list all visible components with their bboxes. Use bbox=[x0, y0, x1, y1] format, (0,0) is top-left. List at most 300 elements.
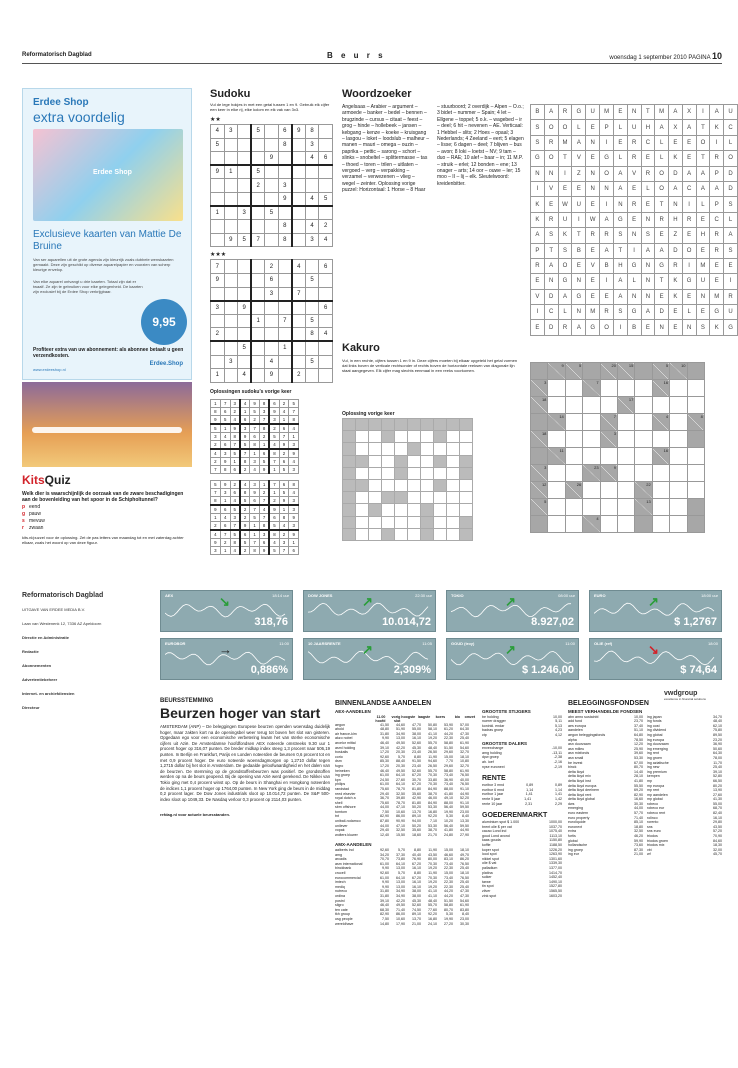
letter-cell[interactable]: G bbox=[558, 274, 572, 289]
letter-cell[interactable]: R bbox=[655, 212, 669, 227]
letter-cell[interactable]: A bbox=[531, 228, 545, 243]
kakuro-input-cell[interactable] bbox=[548, 499, 565, 516]
letter-cell[interactable]: I bbox=[682, 258, 696, 273]
kakuro-input-cell[interactable] bbox=[617, 465, 634, 482]
sudoku-cell[interactable]: 2 bbox=[269, 496, 279, 505]
sudoku-cell[interactable]: 5 bbox=[305, 273, 319, 287]
sudoku-cell[interactable] bbox=[251, 192, 265, 206]
letter-cell[interactable]: A bbox=[558, 289, 572, 304]
letter-cell[interactable]: E bbox=[682, 289, 696, 304]
sudoku-cell[interactable]: 8 bbox=[259, 399, 269, 407]
letter-cell[interactable]: N bbox=[682, 320, 696, 335]
letter-cell[interactable]: A bbox=[641, 243, 655, 258]
letter-cell[interactable]: X bbox=[682, 105, 696, 120]
sudoku-cell[interactable]: 9 bbox=[259, 546, 269, 554]
sudoku-cell[interactable] bbox=[251, 355, 265, 369]
sudoku-cell[interactable]: 4 bbox=[305, 192, 319, 206]
sudoku-cell[interactable] bbox=[292, 233, 306, 247]
sudoku-cell[interactable]: 4 bbox=[269, 440, 279, 449]
letter-cell[interactable]: C bbox=[682, 181, 696, 196]
letter-cell[interactable]: S bbox=[558, 243, 572, 258]
sudoku-cell[interactable] bbox=[265, 314, 279, 328]
sudoku-cell[interactable]: 9 bbox=[220, 480, 230, 488]
sudoku-cell[interactable] bbox=[224, 301, 238, 315]
sudoku-cell[interactable]: 3 bbox=[211, 432, 221, 440]
letter-cell[interactable]: X bbox=[669, 120, 683, 135]
kakuro-input-cell[interactable] bbox=[670, 448, 687, 465]
sudoku-cell[interactable]: 6 bbox=[269, 399, 279, 407]
sudoku-cell[interactable]: 5 bbox=[305, 314, 319, 328]
letter-cell[interactable]: C bbox=[641, 135, 655, 150]
letter-cell[interactable]: S bbox=[531, 120, 545, 135]
letter-cell[interactable]: R bbox=[682, 212, 696, 227]
sudoku-cell[interactable]: 1 bbox=[220, 424, 230, 433]
kitsquiz-option[interactable]: p eend bbox=[22, 504, 41, 510]
sudoku-cell[interactable]: 8 bbox=[259, 424, 269, 433]
letter-cell[interactable]: T bbox=[696, 151, 710, 166]
letter-cell[interactable]: G bbox=[586, 320, 600, 335]
sudoku-cell[interactable]: 8 bbox=[240, 457, 250, 465]
letter-cell[interactable]: E bbox=[655, 228, 669, 243]
letter-cell[interactable]: R bbox=[627, 197, 641, 212]
letter-cell[interactable]: E bbox=[572, 258, 586, 273]
sudoku-cell[interactable] bbox=[265, 328, 279, 342]
sudoku-cell[interactable]: 4 bbox=[319, 233, 333, 247]
sudoku-cell[interactable]: 6 bbox=[240, 415, 250, 424]
kitsquiz-option[interactable]: g pauw bbox=[22, 511, 41, 517]
sudoku-cell[interactable] bbox=[251, 138, 265, 152]
sudoku-cell[interactable] bbox=[251, 152, 265, 166]
letter-cell[interactable]: E bbox=[586, 274, 600, 289]
sudoku-cell[interactable]: 4 bbox=[250, 465, 260, 473]
kakuro-input-cell[interactable] bbox=[635, 380, 652, 397]
sudoku-cell[interactable]: 6 bbox=[220, 407, 230, 415]
sudoku-cell[interactable] bbox=[319, 179, 333, 193]
sudoku-cell[interactable]: 7 bbox=[250, 505, 260, 514]
sudoku-cell[interactable] bbox=[278, 206, 292, 220]
sudoku-cell[interactable]: 8 bbox=[230, 432, 240, 440]
sudoku-cell[interactable] bbox=[278, 301, 292, 315]
letter-cell[interactable]: A bbox=[600, 243, 614, 258]
sudoku-cell[interactable] bbox=[305, 369, 319, 383]
sudoku-cell[interactable]: 5 bbox=[240, 440, 250, 449]
sudoku-cell[interactable]: 4 bbox=[230, 415, 240, 424]
sudoku-cell[interactable]: 1 bbox=[211, 206, 225, 220]
kakuro-input-cell[interactable] bbox=[652, 499, 669, 516]
letter-cell[interactable]: S bbox=[724, 243, 738, 258]
letter-cell[interactable]: U bbox=[724, 105, 738, 120]
sudoku-cell[interactable] bbox=[319, 369, 333, 383]
letter-cell[interactable]: A bbox=[669, 105, 683, 120]
sudoku-cell[interactable]: 1 bbox=[220, 546, 230, 554]
letter-cell[interactable]: G bbox=[710, 305, 724, 320]
sudoku-cell[interactable]: 6 bbox=[250, 432, 260, 440]
letter-cell[interactable]: E bbox=[586, 197, 600, 212]
kakuro-input-cell[interactable] bbox=[565, 516, 582, 533]
sudoku-cell[interactable]: 5 bbox=[250, 513, 260, 521]
sudoku-cell[interactable]: 8 bbox=[211, 496, 221, 505]
letter-cell[interactable]: K bbox=[531, 197, 545, 212]
letter-cell[interactable]: I bbox=[710, 135, 724, 150]
sudoku-cell[interactable]: 8 bbox=[305, 328, 319, 342]
sudoku-cell[interactable]: 9 bbox=[240, 521, 250, 530]
letter-cell[interactable]: S bbox=[613, 228, 627, 243]
sudoku-cell[interactable]: 9 bbox=[224, 233, 238, 247]
sudoku-cell[interactable] bbox=[224, 220, 238, 234]
sudoku-cell[interactable]: 7 bbox=[230, 440, 240, 449]
kakuro-input-cell[interactable] bbox=[670, 414, 687, 431]
letter-cell[interactable]: E bbox=[544, 197, 558, 212]
letter-cell[interactable]: A bbox=[544, 105, 558, 120]
letter-cell[interactable]: A bbox=[696, 166, 710, 181]
sudoku-cell[interactable]: 5 bbox=[269, 546, 279, 554]
sudoku-cell[interactable]: 8 bbox=[259, 521, 269, 530]
market-tile[interactable] bbox=[160, 590, 293, 632]
letter-cell[interactable]: N bbox=[641, 212, 655, 227]
letter-cell[interactable]: G bbox=[655, 258, 669, 273]
letter-cell[interactable]: G bbox=[724, 320, 738, 335]
kakuro-input-cell[interactable] bbox=[583, 414, 600, 431]
sudoku-cell[interactable]: 3 bbox=[230, 513, 240, 521]
sudoku-cell[interactable]: 1 bbox=[250, 449, 260, 458]
sudoku-cell[interactable] bbox=[238, 165, 252, 179]
letter-cell[interactable]: L bbox=[682, 305, 696, 320]
letter-cell[interactable]: N bbox=[586, 181, 600, 196]
letter-cell[interactable]: R bbox=[669, 258, 683, 273]
sudoku-cell[interactable] bbox=[265, 220, 279, 234]
letter-cell[interactable]: E bbox=[586, 120, 600, 135]
letter-cell[interactable]: E bbox=[641, 197, 655, 212]
sudoku-cell[interactable]: 6 bbox=[220, 521, 230, 530]
letter-cell[interactable]: E bbox=[682, 151, 696, 166]
sudoku-cell[interactable] bbox=[211, 287, 225, 301]
sudoku-cell[interactable] bbox=[224, 273, 238, 287]
letter-cell[interactable]: N bbox=[641, 258, 655, 273]
sudoku-cell[interactable]: 7 bbox=[211, 465, 221, 473]
sudoku-cell[interactable]: 5 bbox=[251, 165, 265, 179]
letter-cell[interactable]: O bbox=[696, 135, 710, 150]
sudoku-cell[interactable]: 6 bbox=[319, 301, 333, 315]
letter-cell[interactable]: E bbox=[682, 135, 696, 150]
sudoku-cell[interactable]: 9 bbox=[289, 449, 299, 458]
market-tile[interactable] bbox=[589, 590, 722, 632]
sudoku-cell[interactable]: 5 bbox=[230, 530, 240, 539]
letter-cell[interactable]: E bbox=[696, 243, 710, 258]
sudoku-cell[interactable] bbox=[224, 138, 238, 152]
sudoku-cell[interactable]: 6 bbox=[289, 546, 299, 554]
letter-cell[interactable]: B bbox=[600, 258, 614, 273]
sudoku-cell[interactable] bbox=[319, 138, 333, 152]
sudoku-cell[interactable] bbox=[265, 192, 279, 206]
sudoku-cell[interactable]: 9 bbox=[292, 125, 306, 139]
kakuro-input-cell[interactable] bbox=[670, 431, 687, 448]
sudoku-cell[interactable]: 5 bbox=[289, 399, 299, 407]
letter-cell[interactable]: I bbox=[572, 212, 586, 227]
sudoku-grid-1[interactable] bbox=[210, 124, 333, 247]
letter-cell[interactable]: O bbox=[655, 166, 669, 181]
letter-cell[interactable]: M bbox=[586, 305, 600, 320]
sudoku-grid-2[interactable] bbox=[210, 259, 333, 382]
sudoku-cell[interactable]: 5 bbox=[259, 457, 269, 465]
sudoku-cell[interactable] bbox=[251, 206, 265, 220]
letter-cell[interactable]: D bbox=[669, 166, 683, 181]
sudoku-cell[interactable]: 3 bbox=[269, 415, 279, 424]
sudoku-cell[interactable]: 8 bbox=[240, 488, 250, 496]
sudoku-cell[interactable]: 6 bbox=[259, 538, 269, 546]
kakuro-input-cell[interactable] bbox=[652, 465, 669, 482]
sudoku-cell[interactable]: 6 bbox=[279, 480, 289, 488]
letter-cell[interactable]: A bbox=[613, 274, 627, 289]
letter-cell[interactable]: E bbox=[710, 274, 724, 289]
sudoku-cell[interactable]: 3 bbox=[259, 407, 269, 415]
sudoku-cell[interactable]: 5 bbox=[211, 424, 221, 433]
sudoku-cell[interactable] bbox=[265, 233, 279, 247]
sudoku-cell[interactable] bbox=[251, 369, 265, 383]
sudoku-cell[interactable]: 2 bbox=[240, 513, 250, 521]
sudoku-cell[interactable]: 8 bbox=[279, 513, 289, 521]
letter-cell[interactable]: H bbox=[641, 120, 655, 135]
ad-link[interactable]: www.erdeeshop.nl bbox=[33, 367, 66, 372]
kakuro-input-cell[interactable] bbox=[652, 431, 669, 448]
sudoku-cell[interactable] bbox=[319, 206, 333, 220]
sudoku-cell[interactable]: 7 bbox=[240, 449, 250, 458]
kakuro-input-cell[interactable] bbox=[565, 465, 582, 482]
kakuro-input-cell[interactable] bbox=[617, 431, 634, 448]
sudoku-cell[interactable] bbox=[292, 192, 306, 206]
sudoku-cell[interactable]: 1 bbox=[269, 465, 279, 473]
sudoku-cell[interactable]: 5 bbox=[211, 138, 225, 152]
sudoku-cell[interactable]: 3 bbox=[289, 505, 299, 514]
sudoku-cell[interactable]: 3 bbox=[250, 457, 260, 465]
letter-cell[interactable]: U bbox=[586, 105, 600, 120]
sudoku-cell[interactable]: 6 bbox=[230, 465, 240, 473]
kakuro-input-cell[interactable] bbox=[548, 431, 565, 448]
letter-cell[interactable]: E bbox=[669, 320, 683, 335]
letter-cell[interactable]: C bbox=[724, 120, 738, 135]
letter-cell[interactable]: K bbox=[669, 274, 683, 289]
kakuro-input-cell[interactable] bbox=[565, 380, 582, 397]
sudoku-cell[interactable] bbox=[278, 152, 292, 166]
letter-cell[interactable]: N bbox=[586, 166, 600, 181]
sudoku-cell[interactable]: 7 bbox=[279, 432, 289, 440]
letter-cell[interactable]: R bbox=[600, 228, 614, 243]
letter-cell[interactable]: M bbox=[655, 105, 669, 120]
sudoku-cell[interactable]: 9 bbox=[289, 530, 299, 539]
sudoku-cell[interactable] bbox=[238, 220, 252, 234]
letter-cell[interactable]: A bbox=[572, 320, 586, 335]
kakuro-input-cell[interactable] bbox=[565, 414, 582, 431]
sudoku-cell[interactable]: 5 bbox=[269, 521, 279, 530]
sudoku-cell[interactable]: 2 bbox=[211, 521, 221, 530]
sudoku-cell[interactable] bbox=[224, 206, 238, 220]
sudoku-cell[interactable]: 5 bbox=[240, 538, 250, 546]
kakuro-input-cell[interactable] bbox=[548, 516, 565, 533]
letter-cell[interactable]: G bbox=[627, 305, 641, 320]
letter-cell[interactable]: N bbox=[696, 289, 710, 304]
letter-cell[interactable]: L bbox=[655, 151, 669, 166]
sudoku-cell[interactable]: 9 bbox=[211, 415, 221, 424]
letter-cell[interactable]: U bbox=[558, 212, 572, 227]
sudoku-cell[interactable]: 1 bbox=[250, 521, 260, 530]
letter-cell[interactable]: E bbox=[696, 305, 710, 320]
sudoku-cell[interactable]: 2 bbox=[230, 407, 240, 415]
sudoku-cell[interactable]: 2 bbox=[265, 260, 279, 274]
sudoku-cell[interactable]: 2 bbox=[279, 399, 289, 407]
sudoku-cell[interactable]: 5 bbox=[211, 480, 221, 488]
sudoku-cell[interactable] bbox=[292, 341, 306, 355]
sudoku-cell[interactable] bbox=[224, 152, 238, 166]
sudoku-cell[interactable]: 4 bbox=[238, 369, 252, 383]
letter-cell[interactable]: G bbox=[531, 151, 545, 166]
kakuro-input-cell[interactable] bbox=[687, 380, 704, 397]
sudoku-cell[interactable]: 4 bbox=[269, 538, 279, 546]
market-tile[interactable] bbox=[589, 638, 722, 680]
sudoku-cell[interactable]: 9 bbox=[211, 505, 221, 514]
sudoku-cell[interactable]: 2 bbox=[220, 538, 230, 546]
sudoku-cell[interactable]: 9 bbox=[279, 496, 289, 505]
sudoku-cell[interactable] bbox=[224, 341, 238, 355]
article-footer[interactable]: refdag.nl voor actuele beursstanden. bbox=[160, 812, 231, 818]
kakuro-input-cell[interactable] bbox=[670, 380, 687, 397]
sudoku-cell[interactable]: 7 bbox=[269, 457, 279, 465]
sudoku-cell[interactable]: 6 bbox=[240, 530, 250, 539]
letter-cell[interactable]: L bbox=[724, 212, 738, 227]
letter-cell[interactable]: E bbox=[682, 228, 696, 243]
sudoku-cell[interactable]: 4 bbox=[279, 407, 289, 415]
sudoku-cell[interactable]: 1 bbox=[279, 415, 289, 424]
kakuro-grid[interactable] bbox=[530, 362, 705, 533]
sudoku-cell[interactable] bbox=[278, 328, 292, 342]
kakuro-input-cell[interactable] bbox=[687, 397, 704, 414]
letter-cell[interactable]: O bbox=[600, 166, 614, 181]
letter-cell[interactable]: I bbox=[531, 181, 545, 196]
letter-cell[interactable]: A bbox=[600, 212, 614, 227]
sudoku-cell[interactable]: 5 bbox=[238, 341, 252, 355]
sudoku-cell[interactable]: 7 bbox=[220, 530, 230, 539]
letter-cell[interactable]: R bbox=[531, 258, 545, 273]
kakuro-input-cell[interactable] bbox=[617, 499, 634, 516]
letter-cell[interactable]: P bbox=[600, 120, 614, 135]
kakuro-input-cell[interactable] bbox=[600, 499, 617, 516]
kakuro-input-cell[interactable] bbox=[565, 448, 582, 465]
sudoku-cell[interactable] bbox=[278, 273, 292, 287]
sudoku-cell[interactable] bbox=[292, 220, 306, 234]
sudoku-cell[interactable]: 5 bbox=[220, 415, 230, 424]
letter-cell[interactable]: V bbox=[544, 181, 558, 196]
kakuro-input-cell[interactable] bbox=[652, 482, 669, 499]
sudoku-cell[interactable]: 9 bbox=[259, 465, 269, 473]
sudoku-cell[interactable] bbox=[319, 287, 333, 301]
sudoku-cell[interactable]: 5 bbox=[250, 407, 260, 415]
sudoku-cell[interactable]: 9 bbox=[279, 440, 289, 449]
sudoku-cell[interactable] bbox=[238, 273, 252, 287]
kakuro-input-cell[interactable] bbox=[565, 499, 582, 516]
letter-cell[interactable]: R bbox=[627, 151, 641, 166]
letter-cell[interactable]: H bbox=[613, 258, 627, 273]
sudoku-cell[interactable] bbox=[265, 138, 279, 152]
letter-cell[interactable]: R bbox=[710, 151, 724, 166]
sudoku-cell[interactable]: 3 bbox=[224, 355, 238, 369]
letter-cell[interactable]: T bbox=[655, 274, 669, 289]
sudoku-cell[interactable]: 3 bbox=[279, 538, 289, 546]
letter-cell[interactable]: V bbox=[572, 151, 586, 166]
sudoku-cell[interactable] bbox=[265, 165, 279, 179]
kakuro-input-cell[interactable] bbox=[635, 465, 652, 482]
letter-cell[interactable]: A bbox=[655, 243, 669, 258]
sudoku-cell[interactable] bbox=[224, 287, 238, 301]
letter-cell[interactable]: H bbox=[669, 212, 683, 227]
letter-cell[interactable]: S bbox=[531, 135, 545, 150]
letter-cell[interactable]: R bbox=[710, 228, 724, 243]
sudoku-cell[interactable] bbox=[319, 125, 333, 139]
letter-cell[interactable]: A bbox=[710, 181, 724, 196]
letter-cell[interactable]: N bbox=[544, 274, 558, 289]
sudoku-cell[interactable]: 1 bbox=[250, 530, 260, 539]
kakuro-input-cell[interactable] bbox=[635, 431, 652, 448]
letter-cell[interactable]: E bbox=[586, 243, 600, 258]
kakuro-input-cell[interactable] bbox=[617, 414, 634, 431]
sudoku-cell[interactable]: 9 bbox=[269, 505, 279, 514]
letter-cell[interactable]: T bbox=[655, 197, 669, 212]
sudoku-cell[interactable]: 4 bbox=[220, 513, 230, 521]
sudoku-cell[interactable] bbox=[224, 314, 238, 328]
letter-cell[interactable]: I bbox=[531, 305, 545, 320]
sudoku-cell[interactable] bbox=[251, 301, 265, 315]
letter-cell[interactable]: G bbox=[572, 105, 586, 120]
sudoku-cell[interactable] bbox=[278, 287, 292, 301]
letter-cell[interactable]: H bbox=[696, 228, 710, 243]
sudoku-cell[interactable]: 1 bbox=[289, 432, 299, 440]
sudoku-cell[interactable]: 9 bbox=[230, 424, 240, 433]
sudoku-cell[interactable]: 1 bbox=[224, 165, 238, 179]
letter-cell[interactable]: P bbox=[531, 243, 545, 258]
letter-cell[interactable]: A bbox=[613, 166, 627, 181]
sudoku-cell[interactable] bbox=[292, 138, 306, 152]
letter-cell[interactable]: E bbox=[641, 151, 655, 166]
letter-cell[interactable]: E bbox=[627, 181, 641, 196]
sudoku-cell[interactable] bbox=[211, 179, 225, 193]
letter-cell[interactable]: G bbox=[600, 151, 614, 166]
market-tile[interactable] bbox=[303, 590, 436, 632]
sudoku-cell[interactable]: 3 bbox=[250, 480, 260, 488]
letter-cell[interactable]: N bbox=[627, 228, 641, 243]
letter-cell[interactable]: W bbox=[558, 197, 572, 212]
kakuro-input-cell[interactable] bbox=[635, 448, 652, 465]
sudoku-cell[interactable] bbox=[305, 301, 319, 315]
sudoku-cell[interactable] bbox=[265, 125, 279, 139]
letter-cell[interactable]: S bbox=[696, 320, 710, 335]
letter-cell[interactable]: M bbox=[558, 135, 572, 150]
letter-cell[interactable]: L bbox=[696, 197, 710, 212]
letter-cell[interactable]: K bbox=[710, 120, 724, 135]
sudoku-cell[interactable]: 1 bbox=[269, 488, 279, 496]
sudoku-cell[interactable]: 7 bbox=[230, 521, 240, 530]
letter-cell[interactable]: D bbox=[544, 289, 558, 304]
sudoku-cell[interactable] bbox=[305, 287, 319, 301]
sudoku-cell[interactable] bbox=[251, 220, 265, 234]
letter-cell[interactable]: L bbox=[558, 305, 572, 320]
sudoku-cell[interactable]: 5 bbox=[265, 206, 279, 220]
letter-cell[interactable]: A bbox=[696, 181, 710, 196]
sudoku-cell[interactable]: 1 bbox=[278, 341, 292, 355]
letter-cell[interactable]: M bbox=[710, 289, 724, 304]
letter-cell[interactable]: B bbox=[627, 320, 641, 335]
sudoku-cell[interactable] bbox=[292, 179, 306, 193]
sudoku-cell[interactable]: 3 bbox=[289, 465, 299, 473]
letter-cell[interactable]: P bbox=[710, 197, 724, 212]
sudoku-cell[interactable]: 6 bbox=[220, 440, 230, 449]
sudoku-cell[interactable]: 7 bbox=[278, 314, 292, 328]
